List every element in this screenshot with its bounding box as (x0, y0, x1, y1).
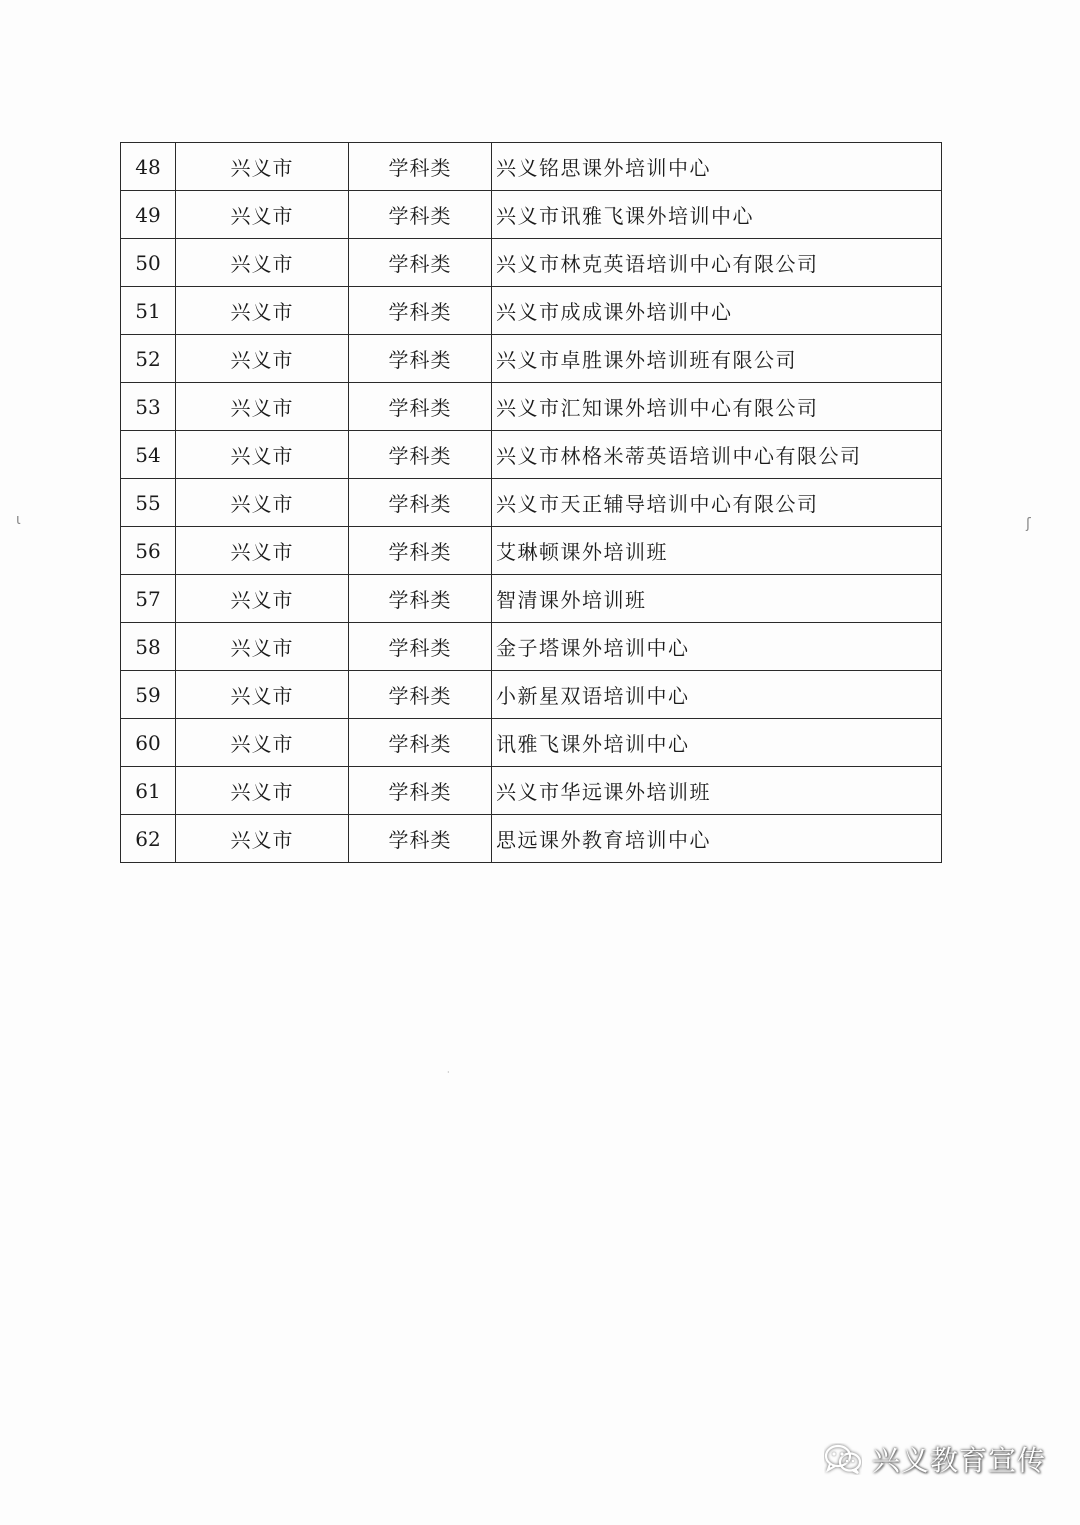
row-institution-name: 兴义铭思课外培训中心 (492, 143, 942, 191)
row-institution-name: 讯雅飞课外培训中心 (492, 719, 942, 767)
row-category: 学科类 (349, 431, 492, 479)
table-row (121, 575, 942, 623)
watermark-text: 兴义教育宣传 (871, 1444, 1046, 1477)
row-city: 兴义市 (176, 815, 349, 863)
table-row (121, 479, 942, 527)
row-category: 学科类 (349, 383, 492, 431)
row-number: 59 (121, 671, 176, 719)
row-number: 48 (121, 143, 176, 191)
row-number: 60 (121, 719, 176, 767)
table-row (121, 719, 942, 767)
row-number: 49 (121, 191, 176, 239)
table-row (121, 431, 942, 479)
row-category: 学科类 (349, 335, 492, 383)
row-number: 51 (121, 287, 176, 335)
table-body (121, 143, 942, 863)
row-city: 兴义市 (176, 719, 349, 767)
row-category: 学科类 (349, 767, 492, 815)
wechat-watermark (824, 1439, 1046, 1479)
wechat-icon (824, 1443, 862, 1475)
row-city: 兴义市 (176, 287, 349, 335)
table-row (121, 143, 942, 191)
row-institution-name: 兴义市讯雅飞课外培训中心 (492, 191, 942, 239)
row-institution-name: 思远课外教育培训中心 (492, 815, 942, 863)
row-city: 兴义市 (176, 239, 349, 287)
row-number: 52 (121, 335, 176, 383)
table-row (121, 191, 942, 239)
row-category: 学科类 (349, 239, 492, 287)
row-institution-name: 兴义市卓胜课外培训班有限公司 (492, 335, 942, 383)
row-number: 55 (121, 479, 176, 527)
row-institution-name: 兴义市汇知课外培训中心有限公司 (492, 383, 942, 431)
row-category: 学科类 (349, 191, 492, 239)
row-category: 学科类 (349, 671, 492, 719)
scan-speck: · (447, 1068, 450, 1077)
row-institution-name: 兴义市天正辅导培训中心有限公司 (492, 479, 942, 527)
row-city: 兴义市 (176, 383, 349, 431)
row-city: 兴义市 (176, 623, 349, 671)
table-row (121, 287, 942, 335)
row-category: 学科类 (349, 287, 492, 335)
row-city: 兴义市 (176, 143, 349, 191)
row-number: 61 (121, 767, 176, 815)
row-institution-name: 艾琳顿课外培训班 (492, 527, 942, 575)
row-institution-name: 智清课外培训班 (492, 575, 942, 623)
row-number: 50 (121, 239, 176, 287)
row-city: 兴义市 (176, 671, 349, 719)
row-institution-name: 兴义市成成课外培训中心 (492, 287, 942, 335)
row-institution-name: 兴义市林克英语培训中心有限公司 (492, 239, 942, 287)
row-number: 56 (121, 527, 176, 575)
table-row (121, 239, 942, 287)
row-number: 53 (121, 383, 176, 431)
row-city: 兴义市 (176, 431, 349, 479)
table-row (121, 527, 942, 575)
row-category: 学科类 (349, 575, 492, 623)
row-city: 兴义市 (176, 191, 349, 239)
row-category: 学科类 (349, 479, 492, 527)
row-institution-name: 金子塔课外培训中心 (492, 623, 942, 671)
table-row (121, 383, 942, 431)
row-city: 兴义市 (176, 527, 349, 575)
row-category: 学科类 (349, 815, 492, 863)
table-row (121, 815, 942, 863)
row-institution-name: 兴义市林格米蒂英语培训中心有限公司 (492, 431, 942, 479)
row-category: 学科类 (349, 623, 492, 671)
scan-speck: ʃ (1026, 516, 1031, 532)
institution-table (120, 142, 942, 863)
scan-speck: ι (16, 512, 21, 528)
table-row (121, 623, 942, 671)
row-institution-name: 小新星双语培训中心 (492, 671, 942, 719)
row-city: 兴义市 (176, 575, 349, 623)
table-row (121, 671, 942, 719)
row-city: 兴义市 (176, 479, 349, 527)
row-institution-name: 兴义市华远课外培训班 (492, 767, 942, 815)
row-city: 兴义市 (176, 767, 349, 815)
table-row (121, 767, 942, 815)
row-category: 学科类 (349, 719, 492, 767)
row-category: 学科类 (349, 527, 492, 575)
row-city: 兴义市 (176, 335, 349, 383)
row-category: 学科类 (349, 143, 492, 191)
row-number: 54 (121, 431, 176, 479)
table-row (121, 335, 942, 383)
row-number: 58 (121, 623, 176, 671)
row-number: 57 (121, 575, 176, 623)
row-number: 62 (121, 815, 176, 863)
